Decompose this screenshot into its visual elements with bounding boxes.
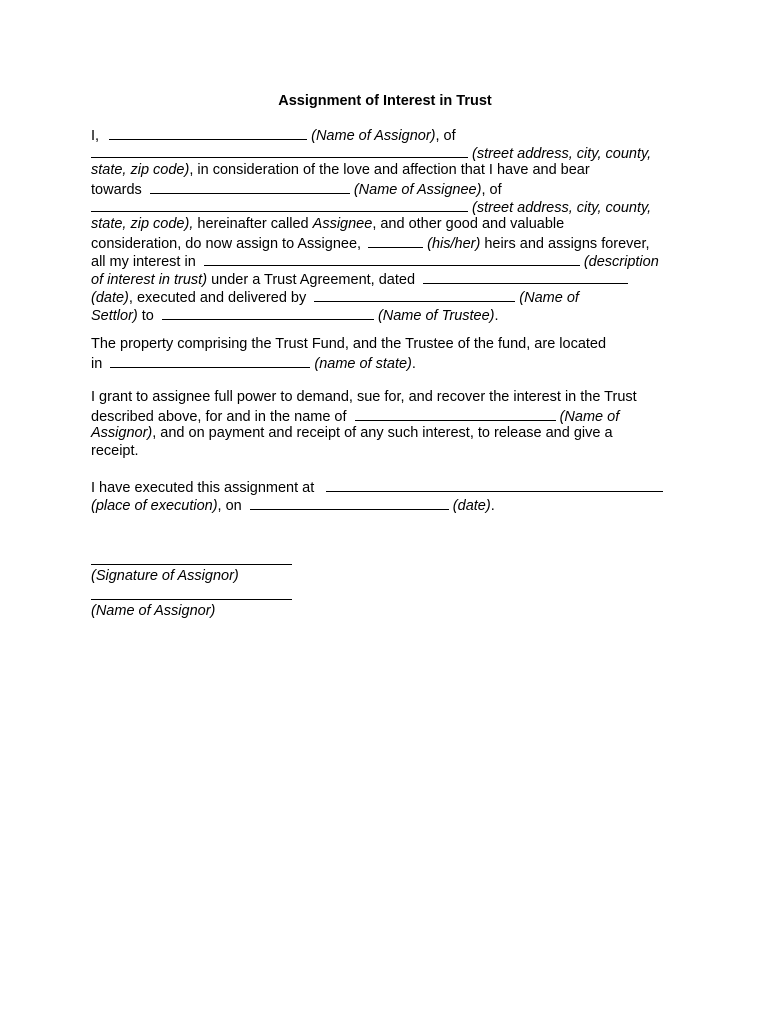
- text: I,: [91, 128, 100, 144]
- pronoun-blank[interactable]: [368, 233, 423, 248]
- p1-line-7: [91, 233, 650, 253]
- hint-text: (Name of: [559, 409, 620, 425]
- hint-text: Settlor): [91, 308, 138, 324]
- p3-line-2: [91, 406, 619, 426]
- text: described above, for and in the name of: [91, 409, 347, 425]
- state-blank[interactable]: [110, 353, 310, 368]
- p4-line-2: [91, 495, 495, 515]
- text: towards: [91, 182, 142, 198]
- p1-line-11: [91, 305, 499, 325]
- p1-line-8: [91, 251, 659, 271]
- text: all my interest in: [91, 254, 196, 270]
- text: , executed and delivered by: [128, 290, 307, 306]
- text: .: [490, 498, 495, 514]
- hint-text: state, zip code): [91, 162, 190, 178]
- text: .: [411, 356, 416, 372]
- agreement-date-blank[interactable]: [423, 269, 628, 284]
- p3-line-1: [91, 388, 637, 406]
- text: , of: [481, 182, 502, 198]
- place-of-execution-blank[interactable]: [326, 477, 663, 492]
- hint-text: (description: [583, 254, 659, 270]
- p2-line-1: [91, 335, 606, 353]
- hint-text: (name of state): [314, 356, 412, 372]
- name-line[interactable]: [91, 599, 292, 600]
- hint-text: (place of execution): [91, 498, 218, 514]
- name-label: (Name of Assignor): [91, 603, 216, 619]
- signature-line[interactable]: [91, 564, 292, 565]
- p1-line-9: [91, 269, 628, 289]
- text: in: [91, 356, 103, 372]
- assignee-address-blank[interactable]: [91, 197, 468, 212]
- p1-line-5: [91, 197, 651, 217]
- p1-line-1: [91, 125, 456, 145]
- hint-text: (Name of Assignor): [311, 128, 436, 144]
- p1-line-4: [91, 179, 502, 199]
- document-title: Assignment of Interest in Trust: [278, 93, 492, 109]
- text: The property comprising the Trust Fund, and the Trustee of the fund, are located: [91, 336, 607, 352]
- text: , of: [435, 128, 456, 144]
- assignee-name-blank[interactable]: [150, 179, 350, 194]
- assignor-name-blank[interactable]: [109, 125, 307, 140]
- hint-text: of interest in trust): [91, 272, 208, 288]
- execution-date-blank[interactable]: [250, 495, 449, 510]
- text: hereinafter called: [193, 216, 313, 232]
- assignor-address-blank[interactable]: [91, 143, 468, 158]
- text: , in consideration of the love and affection that I have and bear: [189, 162, 590, 178]
- p1-line-2: [91, 143, 651, 163]
- hint-text: (street address, city, county,: [472, 146, 652, 162]
- signature-label: (Signature of Assignor): [91, 568, 239, 584]
- assignor-name-blank-2[interactable]: [355, 406, 556, 421]
- trustee-name-blank[interactable]: [162, 305, 374, 320]
- text: to: [137, 308, 154, 324]
- hint-text: Assignor): [91, 425, 153, 441]
- text: I grant to assignee full power to demand, sue for, and recover the interest in the Trust: [91, 389, 637, 405]
- text: heirs and assigns forever,: [480, 236, 650, 252]
- hint-text: (street address, city, county,: [472, 200, 652, 216]
- p1-line-6: [91, 215, 564, 233]
- p3-line-3: [91, 424, 613, 442]
- text: .: [494, 308, 499, 324]
- hint-text: (Name of: [519, 290, 579, 306]
- hint-text: (Name of Assignee): [353, 182, 482, 198]
- hint-text: (date): [452, 498, 491, 514]
- p3-line-4: [91, 442, 139, 460]
- text: , on: [217, 498, 242, 514]
- text: consideration, do now assign to Assignee,: [91, 236, 362, 252]
- hint-text: Assignee: [312, 216, 373, 232]
- text: under a Trust Agreement, dated: [207, 272, 416, 288]
- text: , and other good and valuable: [372, 216, 565, 232]
- hint-text: (his/her): [427, 236, 481, 252]
- hint-text: (Name of Trustee): [377, 308, 495, 324]
- text: , and on payment and receipt of any such interest, to release and give a: [152, 425, 613, 441]
- hint-text: (date): [91, 290, 129, 306]
- p4-line-1: [91, 477, 663, 497]
- interest-description-blank[interactable]: [204, 251, 580, 266]
- p2-line-2: [91, 353, 416, 373]
- hint-text: state, zip code),: [91, 216, 194, 232]
- text: I have executed this assignment at: [91, 480, 315, 496]
- p1-line-3: [91, 161, 590, 179]
- p1-line-10: [91, 287, 579, 307]
- settlor-name-blank[interactable]: [314, 287, 515, 302]
- text: receipt.: [91, 443, 139, 459]
